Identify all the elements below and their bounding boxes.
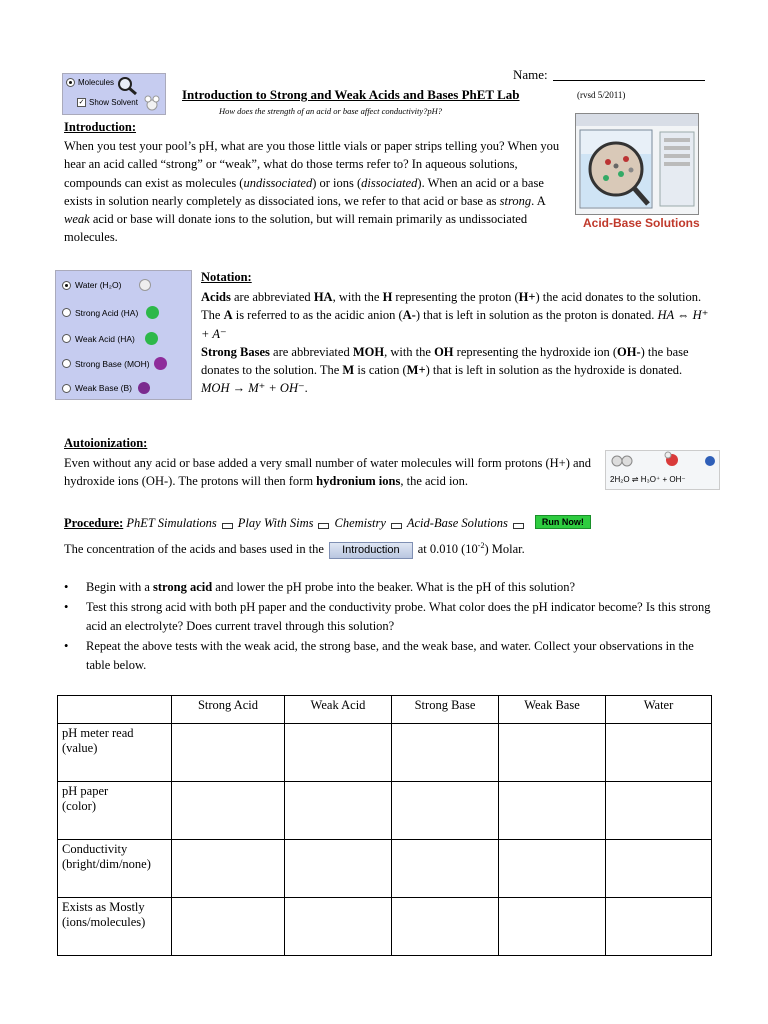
path-arrow-icon: [318, 523, 329, 529]
table-row: [58, 840, 712, 898]
table-header-cell: Weak Base: [499, 696, 606, 724]
answer-cell[interactable]: [499, 782, 606, 840]
option-weak-base[interactable]: [62, 382, 150, 394]
row-label: pH meter read (value): [58, 724, 172, 782]
nav-path-play: Play With Sims: [237, 516, 314, 530]
option-weak-acid[interactable]: [62, 332, 158, 345]
path-arrow-icon: [222, 523, 233, 529]
strong-acid-option-label: Strong Acid (HA): [75, 307, 139, 318]
answer-cell[interactable]: [392, 898, 499, 956]
table-row: [58, 724, 712, 782]
answer-cell[interactable]: [606, 898, 712, 956]
path-arrow-icon: [513, 523, 524, 529]
option-strong-base[interactable]: [62, 357, 167, 370]
autoionization-equation-text: 2H₂O ⇌ H₃O⁺ + OH⁻: [610, 475, 686, 484]
answer-cell[interactable]: [392, 840, 499, 898]
option-water[interactable]: [62, 279, 151, 291]
notation-paragraph: Acids are abbreviated HA, with the H representing the proton (H+) the acid donates to the solution. The A is referred to as the acidic anion (A-) that is left in solution as the proton is donated. HA ⇔ H⁺ + A⁻ Strong Bases are abbreviated MOH, with the OH representing the hydroxide ion (OH-) the base donates to the solution. The M is cation (M+) that is left in solution as the hydroxide is donated. MOH → M⁺ + OH⁻.: [201, 290, 709, 396]
observations-table: [57, 695, 712, 956]
answer-cell[interactable]: [285, 840, 392, 898]
answer-cell[interactable]: [499, 898, 606, 956]
answer-cell[interactable]: [172, 782, 285, 840]
molecules-label: Molecules: [78, 78, 115, 87]
answer-cell[interactable]: [392, 724, 499, 782]
name-blank-line[interactable]: [553, 80, 705, 81]
weak-base-option-label: Weak Base (B): [75, 383, 133, 393]
list-item: • Begin with a strong acid and lower the pH probe into the beaker. What is the pH of this solution?: [64, 578, 714, 598]
answer-cell[interactable]: [499, 724, 606, 782]
table-header-cell: [58, 696, 172, 724]
row-label: Exists as Mostly (ions/molecules): [58, 898, 172, 956]
solution-type-panel: [55, 270, 192, 400]
row-label: Conductivity (bright/dim/none): [58, 840, 172, 898]
molecules-view-panel: [62, 73, 166, 115]
water-molecules-icon: [606, 451, 719, 473]
list-item: • Repeat the above tests with the weak acid, the strong base, and the weak base, and water. Collect your observations in the table below.: [64, 637, 714, 676]
strong-base-molecule-icon: [154, 357, 167, 370]
table-header-cell: Strong Acid: [172, 696, 285, 724]
nav-path-acid-base: Acid-Base Solutions: [406, 516, 508, 530]
run-now-button[interactable]: Run Now!: [535, 515, 591, 529]
answer-cell[interactable]: [172, 840, 285, 898]
nav-path-chemistry: Chemistry: [334, 516, 386, 530]
water-molecule-icon: [143, 94, 161, 112]
strong-acid-radio[interactable]: [62, 308, 71, 317]
weak-base-molecule-icon: [138, 382, 150, 394]
procedure-line: [64, 515, 591, 531]
sim-caption: Acid-Base Solutions: [583, 216, 700, 230]
introduction-paragraph: When you test your pool’s pH, what are you those little vials or paper strips telling you? When you hear an acid called “strong” or “weak”, what do those terms refer to? In aqueous solutions, compounds can exist as molecules (undissociated) or ions (dissociated). When an acid or a base exists in solution nearly completely as dissociated ions, we refer to that acid or base as strong. A weak acid or base will donate ions to the solution, but will remain primarily as undissociated molecules.: [64, 139, 560, 245]
weak-acid-radio[interactable]: [62, 334, 71, 343]
table-header-row: [58, 696, 712, 724]
weak-acid-molecule-icon: [145, 332, 158, 345]
weak-base-radio[interactable]: [62, 384, 71, 393]
strong-base-radio[interactable]: [62, 359, 71, 368]
answer-cell[interactable]: [499, 840, 606, 898]
magnifier-icon: [117, 76, 139, 96]
water-option-label: Water (H₂O): [75, 280, 122, 290]
strong-base-option-label: Strong Base (MOH): [75, 358, 150, 369]
autoionization-paragraph: Even without any acid or base added a very small number of water molecules will form protons (H+) and hydroxide ions (OH-). The protons will then form hydronium ions, the acid ion.: [64, 456, 592, 489]
autoionization-heading: Autoionization:: [64, 436, 148, 450]
procedure-steps: [64, 578, 714, 676]
concentration-line: The concentration of the acids and bases used in the Introduction at 0.010 $(10^{-2})$ Molar.: [64, 541, 525, 559]
show-solvent-label: Show Solvent: [89, 98, 138, 107]
answer-cell[interactable]: [172, 724, 285, 782]
name-label: Name:: [513, 67, 548, 82]
answer-cell[interactable]: [285, 782, 392, 840]
answer-cell[interactable]: [606, 782, 712, 840]
notation-heading: Notation:: [201, 270, 252, 284]
answer-cell[interactable]: [285, 724, 392, 782]
autoionization-equation-image: [605, 450, 720, 490]
table-row: [58, 782, 712, 840]
molecules-radio[interactable]: [66, 78, 75, 87]
water-molecule-icon: [139, 279, 151, 291]
revision-note: (rvsd 5/2011): [577, 90, 626, 100]
nav-path-phet: PhET Simulations: [126, 516, 217, 530]
row-label: pH paper (color): [58, 782, 172, 840]
document-subtitle: How does the strength of an acid or base affect conductivity?pH?: [219, 106, 443, 116]
weak-acid-option-label: Weak Acid (HA): [75, 333, 135, 344]
molecules-option[interactable]: [66, 78, 114, 87]
strong-acid-molecule-icon: [146, 306, 159, 319]
path-arrow-icon: [391, 523, 402, 529]
table-header-cell: Weak Acid: [285, 696, 392, 724]
table-header-cell: Water: [606, 696, 712, 724]
answer-cell[interactable]: [606, 724, 712, 782]
list-item: • Test this strong acid with both pH paper and the conductivity probe. What color does the pH indicator become? Is this strong acid an electrolyte? Does current travel through this solution?: [64, 598, 714, 637]
base-dissociation-equation: MOH → M⁺ + OH⁻: [201, 381, 305, 396]
table-header-cell: Strong Base: [392, 696, 499, 724]
acid-dissociation-equation: HA ⇔ H⁺ + A⁻: [201, 308, 709, 341]
show-solvent-checkbox[interactable]: ✓: [78, 99, 85, 106]
answer-cell[interactable]: [172, 898, 285, 956]
answer-cell[interactable]: [285, 898, 392, 956]
procedure-label: Procedure:: [64, 516, 124, 530]
water-radio[interactable]: [62, 281, 71, 290]
document-title: Introduction to Strong and Weak Acids and Bases PhET Lab: [182, 87, 520, 102]
table-row: [58, 898, 712, 956]
introduction-heading: Introduction:: [64, 120, 137, 134]
introduction-tab[interactable]: Introduction: [329, 542, 412, 559]
show-solvent-option[interactable]: [77, 98, 138, 107]
beaker-magnifier-illustration: [576, 114, 698, 214]
acid-base-sim-screenshot: [575, 113, 699, 215]
answer-cell[interactable]: [392, 782, 499, 840]
option-strong-acid[interactable]: [62, 306, 159, 319]
answer-cell[interactable]: [606, 840, 712, 898]
